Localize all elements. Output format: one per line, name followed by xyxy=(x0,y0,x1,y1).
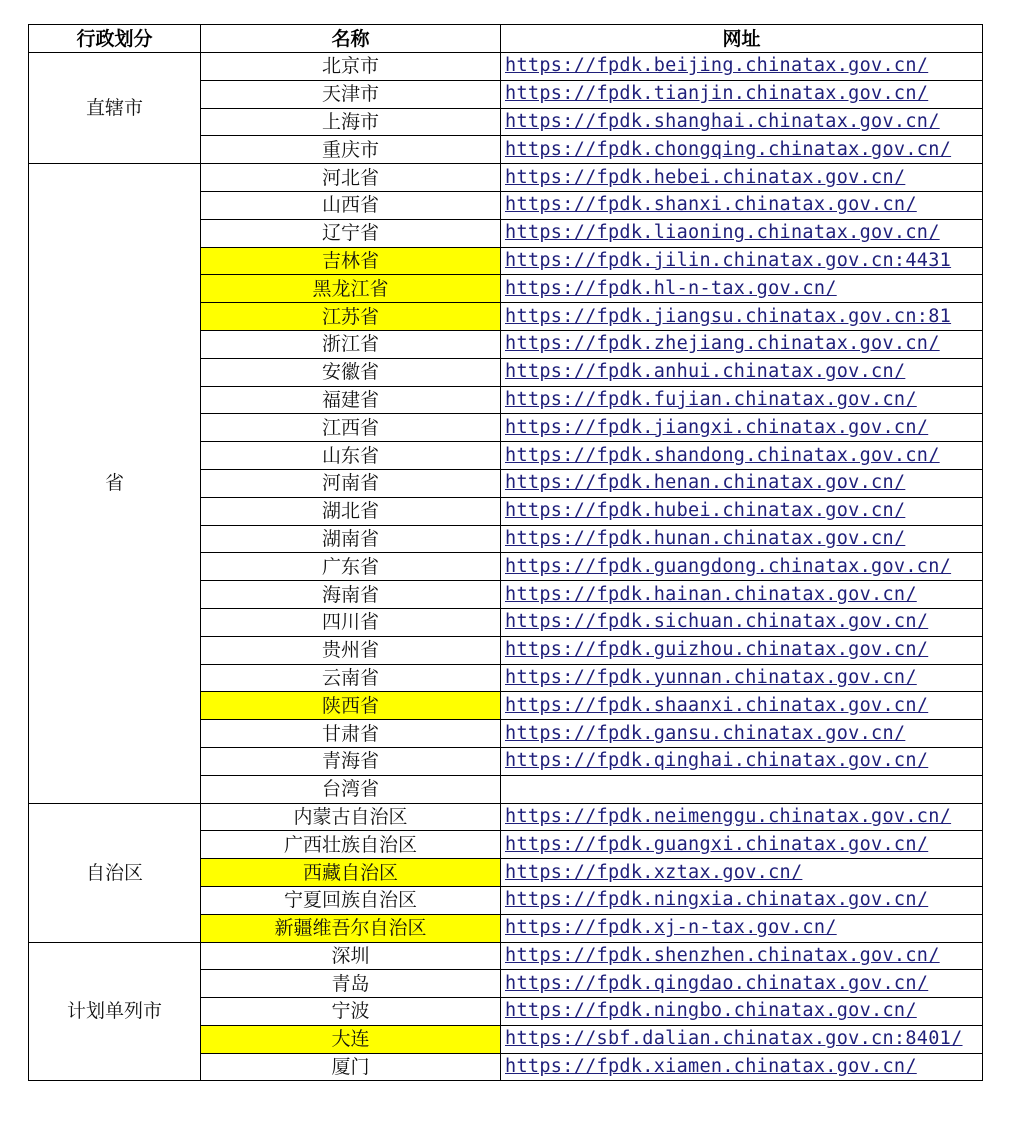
site-link[interactable]: https://fpdk.xiamen.chinatax.gov.cn/ xyxy=(505,1056,917,1078)
url-cell xyxy=(501,358,983,386)
region-name-cell: 湖北省 xyxy=(201,497,501,525)
region-name-cell: 吉林省 xyxy=(201,247,501,275)
site-link[interactable]: https://fpdk.qingdao.chinatax.gov.cn/ xyxy=(505,972,929,994)
site-link[interactable]: https://fpdk.guangxi.chinatax.gov.cn/ xyxy=(505,833,929,855)
site-link[interactable]: https://fpdk.qinghai.chinatax.gov.cn/ xyxy=(505,750,929,772)
region-name-cell: 广西壮族自治区 xyxy=(201,831,501,859)
url-cell xyxy=(501,303,983,331)
site-link[interactable]: https://fpdk.guangdong.chinatax.gov.cn/ xyxy=(505,555,952,577)
site-link[interactable]: https://sbf.dalian.chinatax.gov.cn:8401/ xyxy=(505,1028,963,1050)
url-cell xyxy=(501,803,983,831)
url-cell xyxy=(501,442,983,470)
division-cell: 省 xyxy=(29,164,201,803)
url-cell xyxy=(501,1025,983,1053)
url-cell xyxy=(501,164,983,192)
site-link[interactable]: https://fpdk.guizhou.chinatax.gov.cn/ xyxy=(505,639,929,661)
region-name-cell: 新疆维吾尔自治区 xyxy=(201,914,501,942)
site-link[interactable]: https://fpdk.jiangsu.chinatax.gov.cn:81 xyxy=(505,305,952,327)
site-link[interactable]: https://fpdk.hunan.chinatax.gov.cn/ xyxy=(505,527,906,549)
url-cell xyxy=(501,720,983,748)
region-name-cell: 江苏省 xyxy=(201,303,501,331)
url-cell xyxy=(501,608,983,636)
url-cell xyxy=(501,414,983,442)
region-name-cell: 甘肃省 xyxy=(201,720,501,748)
region-name-cell: 陕西省 xyxy=(201,692,501,720)
url-cell xyxy=(501,664,983,692)
table-body xyxy=(29,53,983,1081)
url-cell xyxy=(501,553,983,581)
url-cell xyxy=(501,914,983,942)
url-cell xyxy=(501,191,983,219)
region-name-cell: 西藏自治区 xyxy=(201,859,501,887)
region-name-cell: 贵州省 xyxy=(201,636,501,664)
site-link[interactable]: https://fpdk.beijing.chinatax.gov.cn/ xyxy=(505,55,929,77)
url-cell xyxy=(501,497,983,525)
url-cell xyxy=(501,219,983,247)
site-link[interactable]: https://fpdk.henan.chinatax.gov.cn/ xyxy=(505,472,906,494)
site-link[interactable]: https://fpdk.chongqing.chinatax.gov.cn/ xyxy=(505,138,952,160)
region-name-cell: 河南省 xyxy=(201,469,501,497)
header-name: 名称 xyxy=(201,25,501,53)
site-link[interactable]: https://fpdk.shandong.chinatax.gov.cn/ xyxy=(505,444,940,466)
region-name-cell: 宁夏回族自治区 xyxy=(201,886,501,914)
url-cell xyxy=(501,330,983,358)
url-cell xyxy=(501,942,983,970)
table-row xyxy=(29,164,983,192)
region-name-cell: 台湾省 xyxy=(201,775,501,803)
region-name-cell: 辽宁省 xyxy=(201,219,501,247)
site-link[interactable]: https://fpdk.shanxi.chinatax.gov.cn/ xyxy=(505,194,917,216)
site-link[interactable]: https://fpdk.neimenggu.chinatax.gov.cn/ xyxy=(505,805,952,827)
site-link[interactable]: https://fpdk.liaoning.chinatax.gov.cn/ xyxy=(505,222,940,244)
url-cell xyxy=(501,692,983,720)
region-name-cell: 海南省 xyxy=(201,581,501,609)
site-link[interactable]: https://fpdk.hl-n-tax.gov.cn/ xyxy=(505,277,837,299)
region-name-cell: 湖南省 xyxy=(201,525,501,553)
region-name-cell: 山东省 xyxy=(201,442,501,470)
header-row xyxy=(29,25,983,53)
region-name-cell: 广东省 xyxy=(201,553,501,581)
region-name-cell: 内蒙古自治区 xyxy=(201,803,501,831)
url-cell xyxy=(501,970,983,998)
region-name-cell: 安徽省 xyxy=(201,358,501,386)
url-cell xyxy=(501,1053,983,1081)
site-link[interactable]: https://fpdk.xztax.gov.cn/ xyxy=(505,861,803,883)
table-row xyxy=(29,53,983,81)
region-name-cell: 云南省 xyxy=(201,664,501,692)
header-url: 网址 xyxy=(501,25,983,53)
site-link[interactable]: https://fpdk.shaanxi.chinatax.gov.cn/ xyxy=(505,694,929,716)
url-cell xyxy=(501,831,983,859)
region-name-cell: 青岛 xyxy=(201,970,501,998)
url-cell xyxy=(501,275,983,303)
region-name-cell: 重庆市 xyxy=(201,136,501,164)
region-name-cell: 山西省 xyxy=(201,191,501,219)
division-cell: 直辖市 xyxy=(29,53,201,164)
site-link[interactable]: https://fpdk.ningbo.chinatax.gov.cn/ xyxy=(505,1000,917,1022)
site-link[interactable]: https://fpdk.shanghai.chinatax.gov.cn/ xyxy=(505,110,940,132)
url-cell xyxy=(501,886,983,914)
site-link[interactable]: https://fpdk.hainan.chinatax.gov.cn/ xyxy=(505,583,917,605)
url-cell xyxy=(501,859,983,887)
region-name-cell: 大连 xyxy=(201,1025,501,1053)
region-name-cell: 天津市 xyxy=(201,80,501,108)
tax-site-table xyxy=(28,24,983,1081)
header-division: 行政划分 xyxy=(29,25,201,53)
site-link[interactable]: https://fpdk.sichuan.chinatax.gov.cn/ xyxy=(505,611,929,633)
site-link[interactable]: https://fpdk.zhejiang.chinatax.gov.cn/ xyxy=(505,333,940,355)
url-cell xyxy=(501,247,983,275)
site-link[interactable]: https://fpdk.fujian.chinatax.gov.cn/ xyxy=(505,388,917,410)
url-cell xyxy=(501,747,983,775)
site-link[interactable]: https://fpdk.jilin.chinatax.gov.cn:4431 xyxy=(505,249,952,271)
site-link[interactable]: https://fpdk.hubei.chinatax.gov.cn/ xyxy=(505,500,906,522)
region-name-cell: 宁波 xyxy=(201,998,501,1026)
division-cell: 计划单列市 xyxy=(29,942,201,1081)
url-cell xyxy=(501,386,983,414)
url-cell xyxy=(501,53,983,81)
url-cell xyxy=(501,469,983,497)
region-name-cell: 浙江省 xyxy=(201,330,501,358)
site-link[interactable]: https://fpdk.jiangxi.chinatax.gov.cn/ xyxy=(505,416,929,438)
url-cell xyxy=(501,108,983,136)
region-name-cell: 厦门 xyxy=(201,1053,501,1081)
region-name-cell: 北京市 xyxy=(201,53,501,81)
site-link[interactable]: https://fpdk.ningxia.chinatax.gov.cn/ xyxy=(505,889,929,911)
region-name-cell: 深圳 xyxy=(201,942,501,970)
region-name-cell: 福建省 xyxy=(201,386,501,414)
region-name-cell: 江西省 xyxy=(201,414,501,442)
region-name-cell: 青海省 xyxy=(201,747,501,775)
url-cell xyxy=(501,136,983,164)
site-link[interactable]: https://fpdk.yunnan.chinatax.gov.cn/ xyxy=(505,666,917,688)
site-link[interactable]: https://fpdk.tianjin.chinatax.gov.cn/ xyxy=(505,83,929,105)
site-link[interactable]: https://fpdk.hebei.chinatax.gov.cn/ xyxy=(505,166,906,188)
url-cell xyxy=(501,581,983,609)
table-row xyxy=(29,803,983,831)
url-cell xyxy=(501,775,983,803)
division-cell: 自治区 xyxy=(29,803,201,942)
site-link[interactable]: https://fpdk.xj-n-tax.gov.cn/ xyxy=(505,917,837,939)
site-link[interactable]: https://fpdk.anhui.chinatax.gov.cn/ xyxy=(505,361,906,383)
url-cell xyxy=(501,998,983,1026)
url-cell xyxy=(501,80,983,108)
region-name-cell: 上海市 xyxy=(201,108,501,136)
region-name-cell: 河北省 xyxy=(201,164,501,192)
region-name-cell: 黑龙江省 xyxy=(201,275,501,303)
url-cell xyxy=(501,525,983,553)
site-link[interactable]: https://fpdk.gansu.chinatax.gov.cn/ xyxy=(505,722,906,744)
table-row xyxy=(29,942,983,970)
region-name-cell: 四川省 xyxy=(201,608,501,636)
site-link[interactable]: https://fpdk.shenzhen.chinatax.gov.cn/ xyxy=(505,944,940,966)
url-cell xyxy=(501,636,983,664)
